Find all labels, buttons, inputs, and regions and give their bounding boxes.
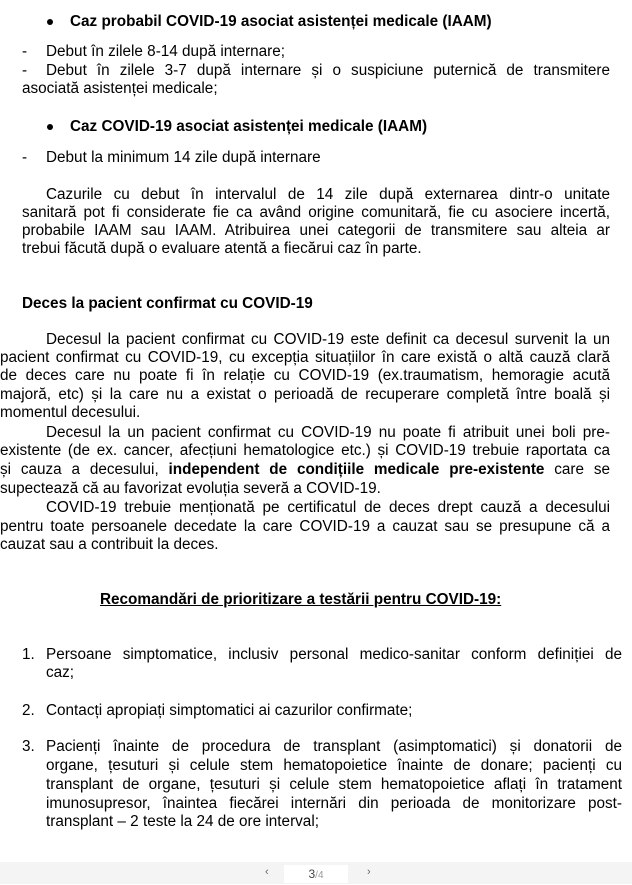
list-item: Debut la minimum 14 zile după internare xyxy=(46,149,321,166)
heading-deces: Deces la pacient confirmat cu COVID-19 xyxy=(22,295,313,312)
list-item: Persoane simptomatice, inclusiv personal medico-sanitar conform definiției de xyxy=(46,646,622,663)
page-navigator xyxy=(0,862,632,884)
list-item: Debut în zilele 3-7 după internare și o suspiciune puternică de transmitere xyxy=(46,62,610,79)
paragraph-line: COVID-19 trebuie menționată pe certificatul de deces drept cauză a decesului xyxy=(46,499,610,516)
total-pages: /4 xyxy=(315,870,324,881)
list-item: imunosupresor, înaintea fiecărei internări din perioada de monitorizare post- xyxy=(46,795,622,812)
paragraph-line: de deces care nu poate fi în relație cu COVID-19 (ex.traumatism, hemoragie acută xyxy=(0,367,610,384)
paragraph-line: probabile IAAM sau IAAM. Atribuirea unei categorii de transmitere sau alteia ar xyxy=(22,222,610,239)
dash-marker: - xyxy=(22,149,28,166)
paragraph-line: momentul decesului. xyxy=(0,404,141,421)
list-number: 1. xyxy=(22,646,35,663)
list-number: 2. xyxy=(22,702,35,719)
list-item: Debut în zilele 8-14 după internare; xyxy=(46,43,285,60)
paragraph-line: Decesul la pacient confirmat cu COVID-19 este definit ca decesul survenit la un xyxy=(46,331,610,348)
paragraph-line: existente (de ex. cancer, afecțiuni hematologice etc.) și COVID-19 trebuie raportata ca xyxy=(0,442,610,459)
paragraph-line: majoră, etc) și la care nu a existat o perioadă de recuperare completă între boală și xyxy=(0,386,610,403)
list-item: caz; xyxy=(46,664,75,681)
paragraph-line: Decesul la un pacient confirmat cu COVID-19 nu poate fi atribuit unei boli pre- xyxy=(46,424,610,441)
paragraph-line-mixed xyxy=(0,461,610,479)
text-span: care se xyxy=(544,461,610,478)
dash-marker: - xyxy=(22,62,28,79)
text-span: și cauza a decesului, xyxy=(0,461,169,478)
bullet-icon xyxy=(47,19,53,25)
section-title-recomandari: Recomandări de prioritizare a testării pentru COVID-19: xyxy=(100,591,502,608)
list-item: transplant – 2 teste la 24 de ore interval; xyxy=(46,813,319,830)
list-item: transplant de organe, țesuturi și celule stem hematopoietice aflați în tratament xyxy=(46,776,622,793)
list-item: Pacienți înainte de procedura de transplant (asimptomatici) și donatorii de xyxy=(46,738,622,755)
bullet-icon xyxy=(47,124,53,130)
list-item: organe, țesuturi și celule stem hematopoietice înainte de donare; pacienți cu xyxy=(46,757,622,774)
paragraph-line: pentru toate persoanele decedate la care COVID-19 a cauzat sau se presupune că a xyxy=(0,518,610,535)
list-item-continuation: asociată asistenței medicale; xyxy=(22,80,218,97)
dash-marker: - xyxy=(22,43,28,60)
paragraph-line: pacient confirmat cu COVID-19, cu excepția situațiilor în care există o altă cauză clară xyxy=(0,349,610,366)
paragraph-line: sanitară pot fi considerate fie ca având origine comunitară, fie cu asociere incertă, xyxy=(22,204,610,221)
list-number: 3. xyxy=(22,738,35,755)
heading-iaam-probable: Caz probabil COVID-19 asociat asistenței medicale (IAAM) xyxy=(70,13,492,30)
paragraph-line: supectează că au favorizat evoluția severă a COVID-19. xyxy=(0,480,381,497)
chevron-left-icon[interactable]: ‹ xyxy=(265,866,269,878)
list-item: Contacți apropiați simptomatici ai cazurilor confirmate; xyxy=(46,702,413,719)
emphasis-text: independent de condițiile medicale pre-existente xyxy=(168,461,545,478)
current-page: 3 xyxy=(308,867,316,881)
page-indicator[interactable] xyxy=(284,865,348,883)
paragraph-line: Cazurile cu debut în intervalul de 14 zile după externarea dintr-o unitate xyxy=(46,186,610,203)
chevron-right-icon[interactable]: › xyxy=(367,866,371,878)
paragraph-line: trebui făcută după o evaluare atentă a fiecărui caz în parte. xyxy=(22,240,422,257)
heading-iaam: Caz COVID-19 asociat asistenței medicale (IAAM) xyxy=(70,118,428,135)
paragraph-line: cauzat sau a contribuit la deces. xyxy=(0,536,219,553)
